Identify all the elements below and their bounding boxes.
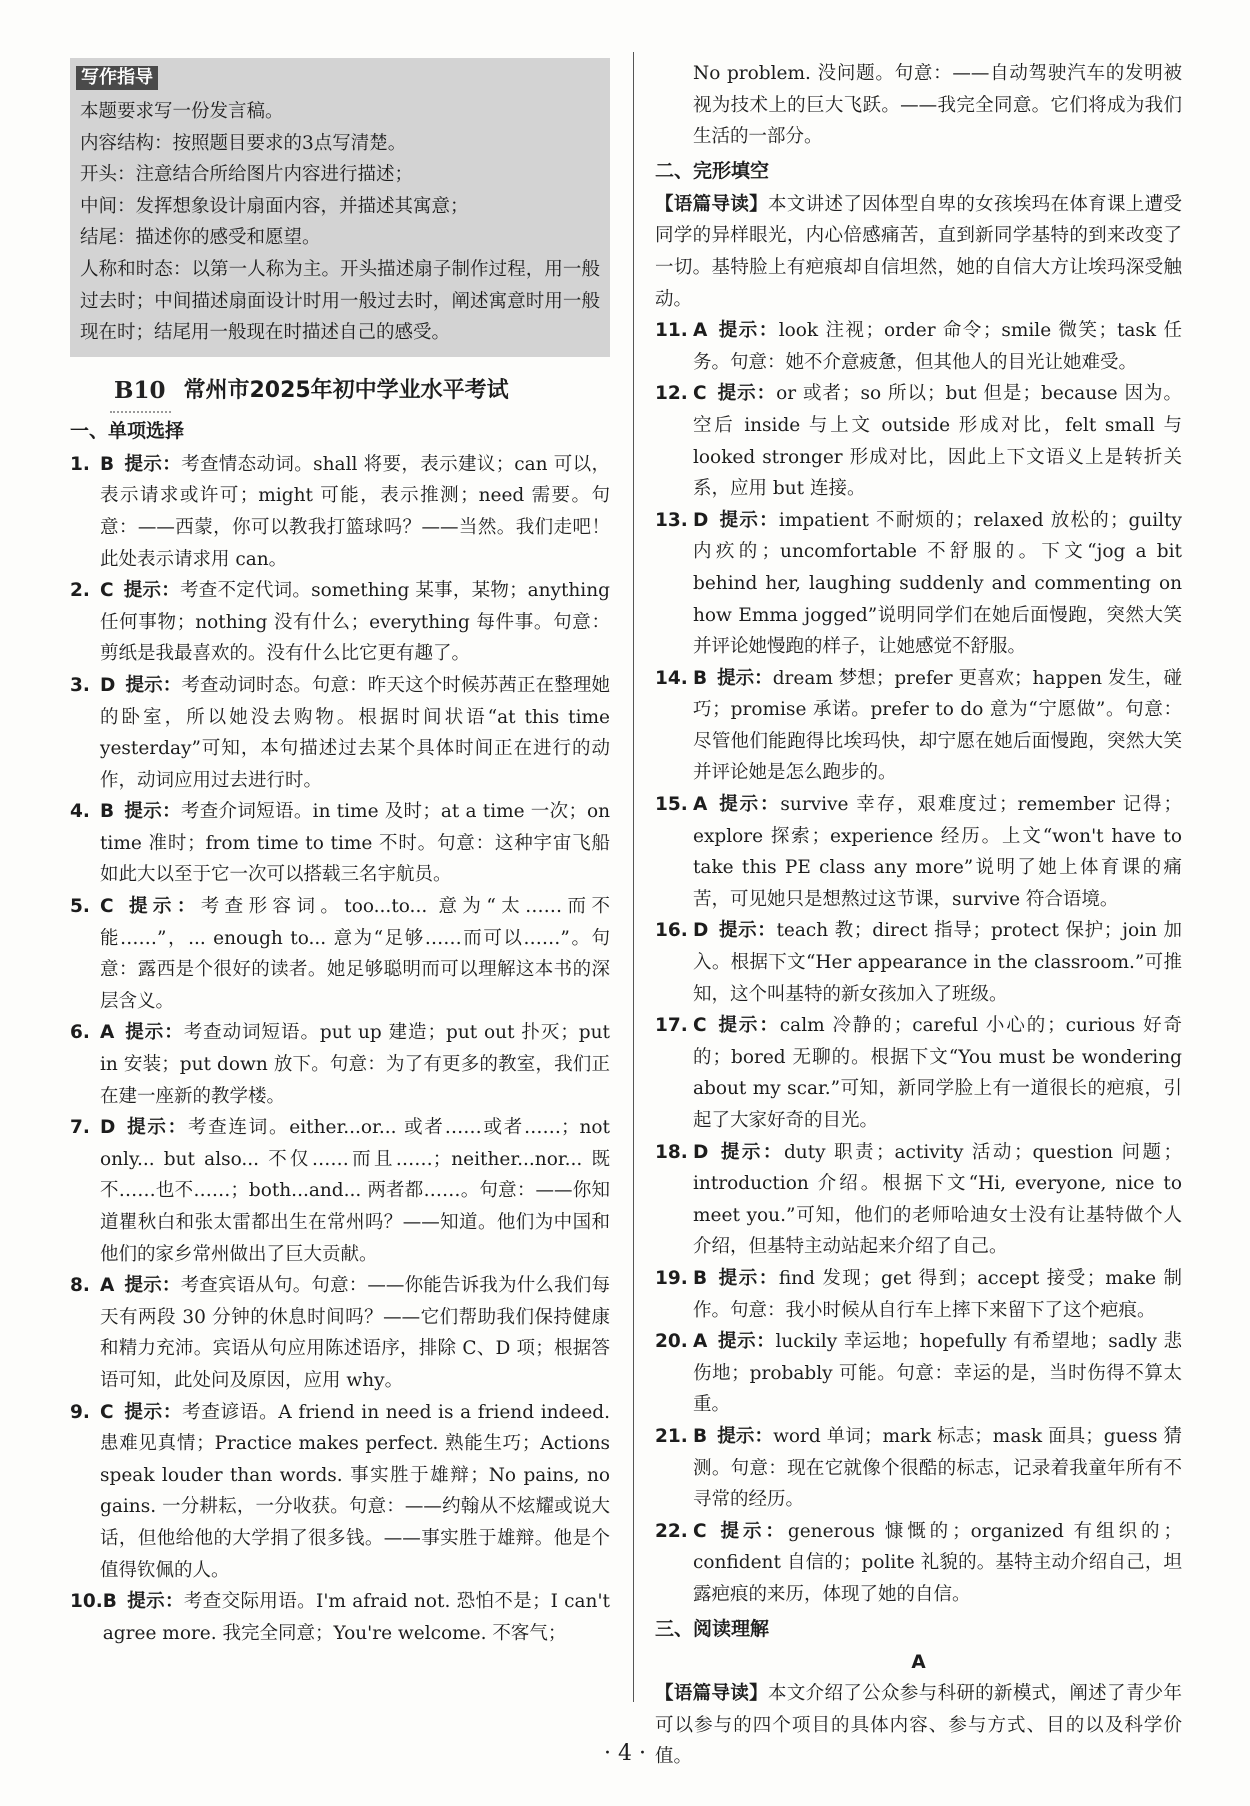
item-number: 15. — [655, 794, 688, 816]
item-number: 13. — [655, 509, 688, 531]
item-number: 18. — [655, 1141, 688, 1163]
item-body — [693, 505, 1182, 663]
tip-label: 提示： — [718, 920, 777, 942]
tip-label: 提示： — [717, 1425, 774, 1447]
item-text: 考查交际用语。I'm afraid not. 恐怕不是；I can't agree more. 我完全同意；You're welcome. 不客气； — [102, 1591, 610, 1644]
writing-guide-box — [70, 58, 610, 357]
tip-label: 提示： — [717, 667, 773, 689]
tip-label: 提示： — [717, 1331, 776, 1353]
answer-item — [70, 796, 610, 891]
item-number: 20. — [655, 1331, 688, 1353]
page-number: · 4 · — [604, 1741, 646, 1766]
item-text: 考查形容词。too...to... 意为“太……而不能……”，... enough to... 意为“足够……而可以……”。句意：露西是个很好的读者。她足够聪明而可以理解这本书的深层含义。 — [100, 896, 610, 1012]
passage-label: A — [911, 1651, 926, 1673]
item-number: 19. — [655, 1267, 688, 1289]
answer-item — [70, 575, 610, 670]
item-number: 21. — [655, 1425, 688, 1447]
item-answer: A — [693, 794, 708, 816]
tip-label: 提示： — [123, 1401, 183, 1423]
item-body — [693, 789, 1182, 915]
answer-item — [655, 1421, 1182, 1516]
item-text: calm 冷静的；careful 小心的；curious 好奇的；bored 无聊的。根据下文“You must be wondering about my scar.”可知，新同学脸上有一道很长的疤痕，引起了大家好奇的目光。 — [693, 1015, 1182, 1131]
item-answer: D — [693, 1141, 709, 1163]
item-number: 9. — [70, 1401, 90, 1423]
answer-item — [655, 789, 1182, 915]
tip-label: 提示： — [126, 1591, 184, 1613]
item-answer: A — [100, 1275, 115, 1297]
tip-label: 提示： — [716, 383, 777, 405]
tip-label: 提示： — [716, 1015, 780, 1037]
item-text: 考查连词。either...or... 或者……或者……；not only... but also... 不仅……而且……；neither...nor... 既不……也不……；both...and... 两者都……。句意：——你知道瞿秋白和张太雷都出生在常州吗？——知道。他们为中国和他们的家乡常州做出了巨大贡献。 — [100, 1117, 610, 1265]
answer-item — [655, 1137, 1182, 1263]
lead-text: 本文介绍了公众参与科研的新模式，阐述了青少年可以参与的四个项目的具体内容、参与方式、目的以及科学价值。 — [655, 1683, 1182, 1768]
item-answer: D — [693, 509, 709, 531]
item-number: 17. — [655, 1015, 688, 1037]
guide-line: 开头：注意结合所给图片内容进行描述； — [80, 164, 414, 186]
answer-item — [70, 1270, 610, 1396]
tip-label: 提示： — [716, 1520, 788, 1542]
guide-line: 中间：发挥想象设计扇面内容，并描述其寓意； — [80, 195, 469, 217]
answer-item — [70, 449, 610, 575]
item-body — [693, 1421, 1182, 1516]
tip-label: 提示： — [124, 1275, 181, 1297]
item-answer: B — [693, 1267, 708, 1289]
item-text: 考查介词短语。in time 及时；at a time 一次；on time 准时；from time to time 不时。句意：这种宇宙飞船如此大以至于它一次可以搭载三名宇航员。 — [100, 801, 610, 886]
item-text: survive 幸存，艰难度过；remember 记得；explore 探索；experience 经历。上文“won't have to take this PE class any more”说明了她上体育课的痛苦，可见她只是想熬过这节课，survive 符合语境。 — [693, 794, 1182, 910]
item-text: 考查动词时态。句意：昨天这个时候苏茜正在整理她的卧室，所以她没去购物。根据时间状语“at this time yesterday”可知，本句描述过去某个具体时间正在进行的动作，动词应用过去进行时。 — [100, 674, 610, 791]
guide-line: 内容结构：按照题目要求的3点写清楚。 — [80, 132, 407, 154]
item-number: 6. — [70, 1022, 90, 1044]
item-body — [103, 1586, 610, 1649]
item-text: duty 职责；activity 活动；question 问题；introduction 介绍。根据下文“Hi, everyone, nice to meet you.”可知，他们的老师哈迪女士没有让基特做个人介绍，但基特主动站起来介绍了自己。 — [693, 1141, 1182, 1258]
item-body — [693, 378, 1182, 504]
cloze-lead — [655, 189, 1182, 315]
item-text: 考查情态动词。shall 将要，表示建议；can 可以，表示请求或许可；might 可能，表示推测；need 需要。句意：——西蒙，你可以教我打篮球吗？——当然。我们走吧！此处表示请求用 can。 — [100, 453, 610, 570]
answer-item — [70, 1017, 610, 1112]
item-number: 11. — [655, 320, 688, 342]
answer-item — [70, 670, 610, 796]
item-body — [693, 1326, 1182, 1421]
section-heading: 二、完形填空 — [655, 159, 770, 182]
item-number: 7. — [70, 1117, 90, 1139]
item-number: 22. — [655, 1520, 688, 1542]
item-answer: C — [693, 1520, 707, 1542]
guide-line: 结尾：描述你的感受和愿望。 — [80, 227, 321, 249]
item-body — [100, 449, 610, 575]
tip-label: 提示： — [717, 320, 779, 342]
item-answer: C — [100, 1401, 114, 1423]
item-text: impatient 不耐烦的；relaxed 放松的；guilty 内疚的；uncomfortable 不舒服的。下文“jog a bit behind her, laughing suddenly and commenting on how Emma jogged”说明同学们在她后面慢跑，突然大笑并评论她慢跑的样子，让她感觉不舒服。 — [693, 509, 1182, 658]
item-text: 考查不定代词。something 某事，某物；anything 任何事物；nothing 没有什么；everything 每件事。句意：剪纸是我最喜欢的。没有什么比它更有趣了。 — [100, 580, 610, 665]
writing-guide-title: 写作指导 — [76, 66, 158, 90]
tip-label: 提示： — [125, 1117, 188, 1139]
item-answer: B — [100, 801, 115, 823]
answer-item — [655, 378, 1182, 504]
item-text: word 单词；mark 标志；mask 面具；guess 猜测。句意：现在它就像个很酷的标志，记录着我童年所有不寻常的经历。 — [693, 1425, 1182, 1511]
item-answer: C — [693, 1015, 707, 1037]
item-text: 考查宾语从句。句意：——你能告诉我为什么我们每天有两段 30 分钟的休息时间吗？——它们帮助我们保持健康和精力充沛。宾语从句应用陈述语序，排除 C、D 项；根据答语可知，此处问及原因，应用 why。 — [100, 1275, 610, 1391]
item-text: luckily 幸运地；hopefully 有希望地；sadly 悲伤地；probably 可能。句意：幸运的是，当时伤得不算太重。 — [693, 1331, 1182, 1416]
item-body — [100, 670, 610, 796]
answer-item — [70, 1397, 610, 1587]
item-body — [693, 663, 1182, 789]
answer-item — [70, 1112, 610, 1270]
answer-item — [655, 915, 1182, 1010]
item-body — [100, 1270, 610, 1396]
answer-item — [655, 505, 1182, 663]
guide-line: 人称和时态：以第一人称为主。开头描述扇子制作过程，用一般过去时；中间描述扇面设计时用一般过去时，阐述寓意时用一般现在时；结尾用一般现在时描述自己的感受。 — [80, 258, 600, 344]
item-body — [693, 1516, 1182, 1611]
item-answer: A — [693, 1331, 708, 1353]
item-answer: C — [693, 383, 707, 405]
item-number: 12. — [655, 383, 688, 405]
item-answer: B — [100, 453, 115, 475]
answer-continuation: No problem. 没问题。句意：——自动驾驶汽车的发明被视为技术上的巨大飞跃。——我完全同意。它们将成为我们生活的一部分。 — [693, 63, 1182, 148]
section-heading: 一、单项选择 — [70, 419, 185, 442]
tip-label: 提示： — [125, 674, 182, 696]
item-text: find 发现；get 得到；accept 接受；make 制作。句意：我小时候从自行车上摔下来留下了这个疤痕。 — [693, 1267, 1182, 1321]
item-answer: C — [100, 580, 114, 602]
item-answer: B — [693, 667, 708, 689]
item-body — [693, 1137, 1182, 1263]
item-number: 4. — [70, 801, 90, 823]
lead-text: 本文讲述了因体型自卑的女孩埃玛在体育课上遭受同学的异样眼光，内心倍感痛苦，直到新同学基特的到来改变了一切。基特脸上有疤痕却自信坦然，她的自信大方让埃玛深受触动。 — [655, 193, 1182, 310]
lead-label: 【语篇导读】 — [655, 1683, 768, 1705]
right-column — [655, 58, 1182, 1773]
item-answer: B — [693, 1425, 708, 1447]
item-body — [693, 1010, 1182, 1136]
item-body — [100, 1112, 610, 1270]
answer-item — [655, 1516, 1182, 1611]
answer-list-left — [70, 449, 610, 1650]
item-text: 考查动词短语。put up 建造；put out 扑灭；put in 安装；put down 放下。句意：为了有更多的教室，我们正在建一座新的教学楼。 — [100, 1022, 610, 1107]
tip-label: 提示： — [124, 453, 182, 475]
item-text: teach 教；direct 指导；protect 保护；join 加入。根据下文“Her appearance in the classroom.”可推知，这个叫基特的新女孩加入了班级。 — [693, 920, 1182, 1005]
answer-item — [655, 1263, 1182, 1326]
item-body — [693, 1263, 1182, 1326]
tip-label: 提示： — [718, 509, 779, 531]
item-answer: A — [100, 1022, 115, 1044]
left-column — [70, 58, 610, 1649]
item-number: 3. — [70, 674, 90, 696]
item-number: 10. — [70, 1591, 103, 1613]
tip-label: 提示： — [717, 1267, 779, 1289]
item-text: generous 慷慨的；organized 有组织的；confident 自信的；polite 礼貌的。基特主动介绍自己，坦露疤痕的来历，体现了她的自信。 — [693, 1520, 1182, 1605]
item-answer: C — [100, 896, 114, 918]
section-heading: 三、阅读理解 — [655, 1617, 770, 1640]
item-text: dream 梦想；prefer 更喜欢；happen 发生，碰巧；promise 承诺。prefer to do 意为“宁愿做”。句意：尽管他们能跑得比埃玛快，却宁愿在她后面慢跑，突然大笑并评论她是怎么跑步的。 — [693, 667, 1182, 784]
item-number: 14. — [655, 667, 688, 689]
item-body — [693, 915, 1182, 1010]
item-body — [100, 1017, 610, 1112]
item-body — [100, 891, 610, 1017]
item-answer: D — [100, 1117, 116, 1139]
tip-label: 提示： — [124, 801, 181, 823]
answer-item — [70, 1586, 610, 1649]
item-body — [100, 1397, 610, 1587]
tip-label: 提示： — [123, 896, 201, 918]
item-number: 5. — [70, 896, 90, 918]
lead-label: 【语篇导读】 — [655, 193, 768, 215]
item-text: look 注视；order 命令；smile 微笑；task 任务。句意：她不介意疲惫，但其他人的目光让她难受。 — [693, 320, 1182, 373]
answer-item — [655, 1010, 1182, 1136]
item-text: or 或者；so 所以；but 但是；because 因为。空后 inside 与上文 outside 形成对比，felt small 与 looked stronger 形成对比，因此上下文语义上是转折关系，应用 but 连接。 — [693, 383, 1182, 500]
answer-list-right — [655, 315, 1182, 1610]
item-number: 8. — [70, 1275, 90, 1297]
tip-label: 提示： — [717, 794, 781, 816]
exam-title: 常州市2025年初中学业水平考试 — [183, 377, 509, 403]
item-text: 考查谚语。A friend in need is a friend indeed. 患难见真情；Practice makes perfect. 熟能生巧；Actions speak louder than words. 事实胜于雄辩；No pains, no gains. 一分耕耘，一分收获。句意：——约翰从不炫耀或说大话，但他给他的大学捐了很多钱。——事实胜于雄辩。他是个值得钦佩的人。 — [100, 1401, 610, 1581]
answer-item — [655, 1326, 1182, 1421]
item-answer: D — [693, 920, 709, 942]
item-answer: A — [693, 320, 708, 342]
item-number: 16. — [655, 920, 688, 942]
answer-item — [655, 315, 1182, 378]
guide-line: 本题要求写一份发言稿。 — [80, 101, 284, 122]
answer-item — [655, 663, 1182, 789]
item-number: 2. — [70, 580, 90, 602]
tip-label: 提示： — [124, 1022, 184, 1044]
item-body — [100, 575, 610, 670]
exam-heading — [114, 371, 610, 411]
item-body — [693, 315, 1182, 378]
item-answer: D — [100, 674, 116, 696]
tip-label: 提示： — [718, 1141, 784, 1163]
exam-code: B10 — [114, 375, 165, 407]
item-body — [100, 796, 610, 891]
column-divider — [633, 52, 634, 1702]
tip-label: 提示： — [123, 580, 181, 602]
item-answer: B — [102, 1591, 117, 1613]
item-number: 1. — [70, 453, 90, 475]
answer-item — [70, 891, 610, 1017]
